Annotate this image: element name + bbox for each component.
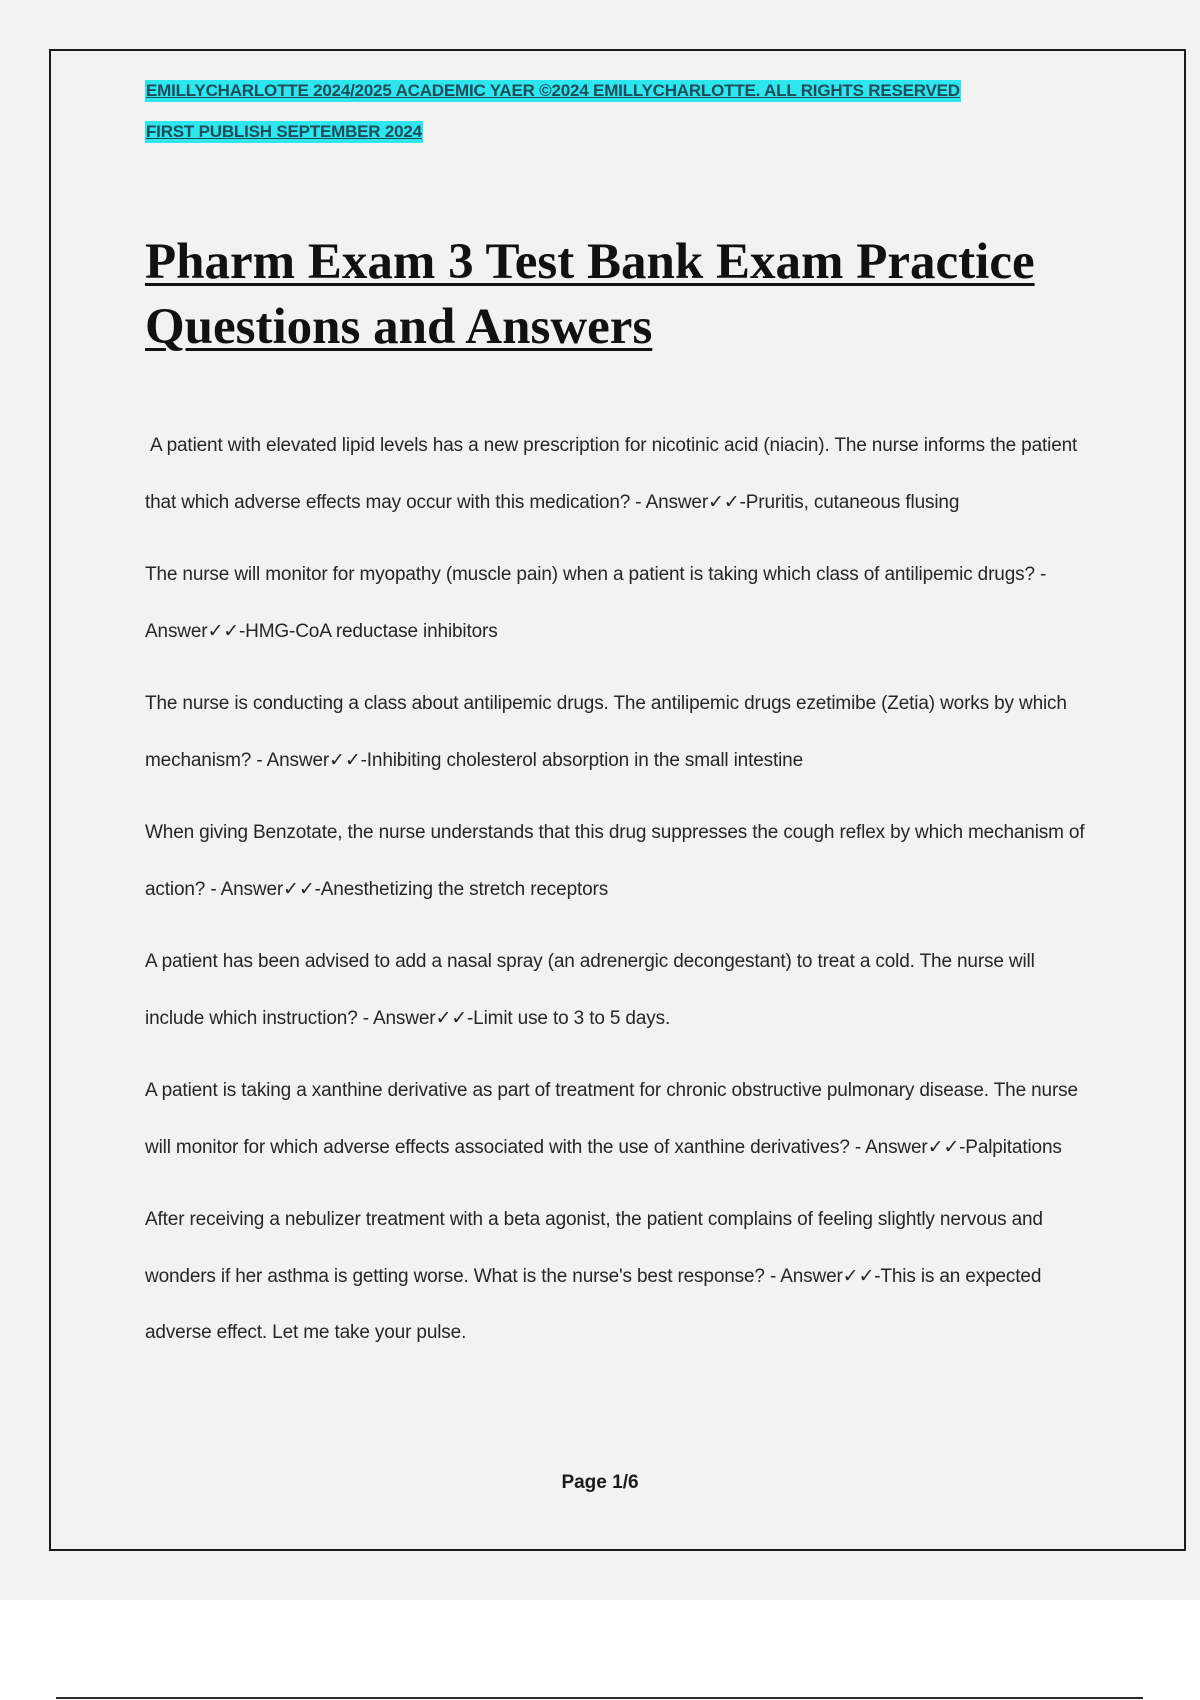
qa-item: A patient has been advised to add a nasal spray (an adrenergic decongestant) to treat a cold. The nurse will include which instruction? - Answer✓✓-Limit use to 3 to 5 days. xyxy=(145,951,1035,1029)
copyright-header: EMILLYCHARLOTTE 2024/2025 ACADEMIC YAER ©2024 EMILLYCHARLOTTE. ALL RIGHTS RESERVED xyxy=(146,80,960,100)
header-row-2 xyxy=(145,111,1090,152)
document-title xyxy=(145,230,1090,360)
next-page-rule xyxy=(56,1697,1143,1699)
header-row-1 xyxy=(145,70,1090,111)
page-content xyxy=(145,70,1090,1378)
qa-item: The nurse is conducting a class about antilipemic drugs. The antilipemic drugs ezetimibe (Zetia) works by which mechanism? - Answer✓✓-Inhibiting cholesterol absorption in the small intestine xyxy=(145,693,1067,771)
qa-item: The nurse will monitor for myopathy (muscle pain) when a patient is taking which class of antilipemic drugs? - Answer✓✓-HMG-CoA reductase inhibitors xyxy=(145,564,1047,642)
page-number: Page 1/6 xyxy=(561,1472,639,1493)
qa-item: When giving Benzotate, the nurse understands that this drug suppresses the cough reflex by which mechanism of action? - Answer✓✓-Anesthetizing the stretch receptors xyxy=(145,822,1085,900)
title-line-2: Questions and Answers xyxy=(145,299,653,355)
qa-item: After receiving a nebulizer treatment with a beta agonist, the patient complains of feeling slightly nervous and wonders if her asthma is getting worse. What is the nurse's best response? - Answer✓✓-This is an expected adverse effect. Let me take your pulse. xyxy=(145,1209,1043,1343)
title-line-1: Pharm Exam 3 Test Bank Exam Practice xyxy=(145,234,1035,290)
question-answer-list xyxy=(145,418,1090,1362)
publish-date-header: FIRST PUBLISH SEPTEMBER 2024 xyxy=(146,121,422,141)
qa-item: A patient is taking a xanthine derivative as part of treatment for chronic obstructive pulmonary disease. The nurse will monitor for which adverse effects associated with the use of xanthine derivatives? - Answer✓✓-Palpitations xyxy=(145,1080,1078,1158)
qa-item: A patient with elevated lipid levels has a new prescription for nicotinic acid (niacin). The nurse informs the patient that which adverse effects may occur with this medication? - Answer✓✓-Pruritis, cutaneous flusing xyxy=(145,435,1078,513)
